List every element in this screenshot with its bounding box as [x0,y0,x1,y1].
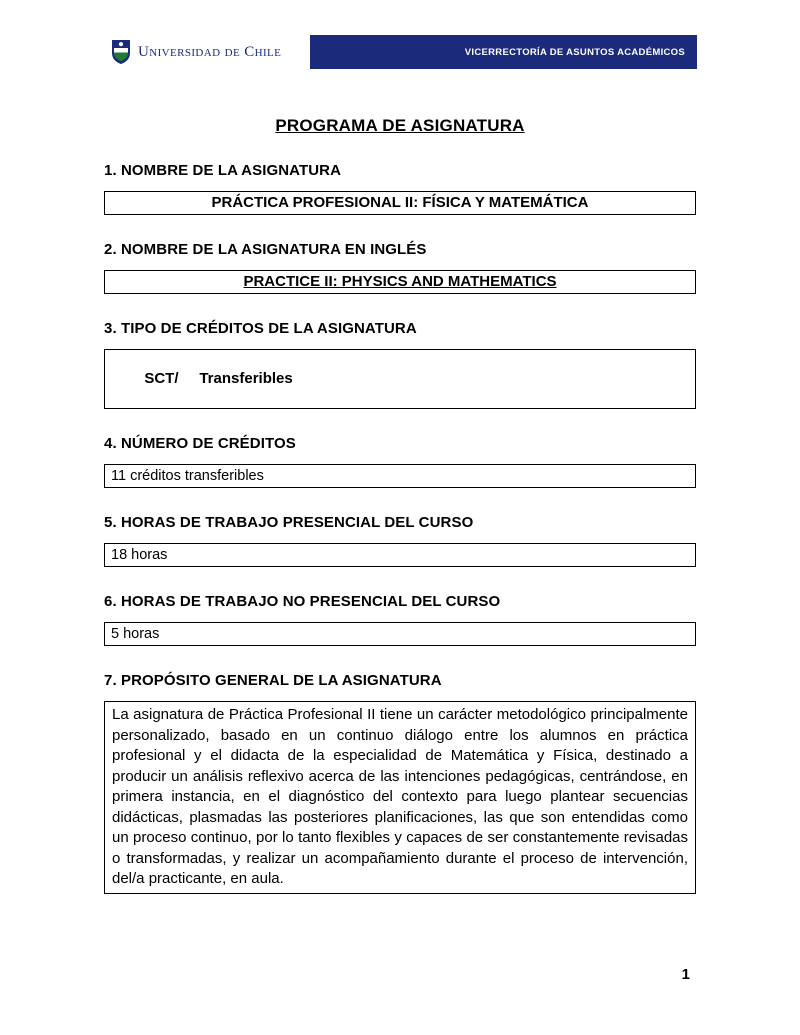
section-2-value-box [104,270,696,294]
section-credit-count [104,435,696,488]
section-course-name-english [104,241,696,294]
section-credit-type [104,320,696,409]
section-7-value-box [104,701,696,894]
section-4-heading: 4. NÚMERO DE CRÉDITOS [104,435,296,452]
section-5-heading: 5. HORAS DE TRABAJO PRESENCIAL DEL CURSO [104,514,474,531]
section-2-heading: 2. NOMBRE DE LA ASIGNATURA EN INGLÉS [104,241,427,258]
university-name: Universidad de Chile [138,43,282,60]
section-1-value-box [104,191,696,215]
section-4-value: 11 créditos transferibles [111,468,264,484]
section-presential-hours [104,514,696,567]
page-number: 1 [681,966,690,983]
document-title: PROGRAMA DE ASIGNATURA [275,116,525,135]
section-non-presential-hours [104,593,696,646]
section-5-value-box [104,543,696,567]
section-5-value: 18 horas [111,547,168,563]
section-1-heading: 1. NOMBRE DE LA ASIGNATURA [104,162,342,179]
university-logo-block [103,35,310,69]
header-office-title: VICERRECTORÍA DE ASUNTOS ACADÉMICOS [464,46,685,58]
section-7-heading: 7. PROPÓSITO GENERAL DE LA ASIGNATURA [104,672,442,689]
section-4-value-box [104,464,696,488]
section-course-name [104,162,696,215]
section-3-value-box [104,349,696,409]
section-1-value: PRÁCTICA PROFESIONAL II: FÍSICA Y MATEMÁTICA [211,194,589,211]
header-bar [103,35,697,69]
section-6-heading: 6. HORAS DE TRABAJO NO PRESENCIAL DEL CURSO [104,593,501,610]
section-2-value: PRACTICE II: PHYSICS AND MATHEMATICS [243,273,557,290]
section-7-value: La asignatura de Práctica Profesional II tiene un carácter metodológico principalmente personalizado, basado en un continuo diálogo entre los alumnos en práctica profesional y el didacta de la especialidad de Matemática y Física, destinado a producir un análisis reflexivo acerca de las intenciones pedagógicas, centrándose, en primera instancia, en el diagnóstico del contexto para luego plantear secuencias didácticas, plasmadas las posteriores planificaciones, las que son entendidas como un proceso continuo, por lo tanto flexibles y capaces de ser constantemente revisadas o transformadas, y realizar un acompañamiento durante el proceso de intervención, del/a practicante, en aula. [112,706,688,887]
section-3-heading: 3. TIPO DE CRÉDITOS DE LA ASIGNATURA [104,320,417,337]
document-content [104,69,696,894]
section-6-value: 5 horas [111,626,160,642]
section-6-value-box [104,622,696,646]
section-general-purpose [104,672,696,894]
section-3-value: SCT/ Transferibles [144,370,293,387]
university-crest-icon [111,39,131,65]
